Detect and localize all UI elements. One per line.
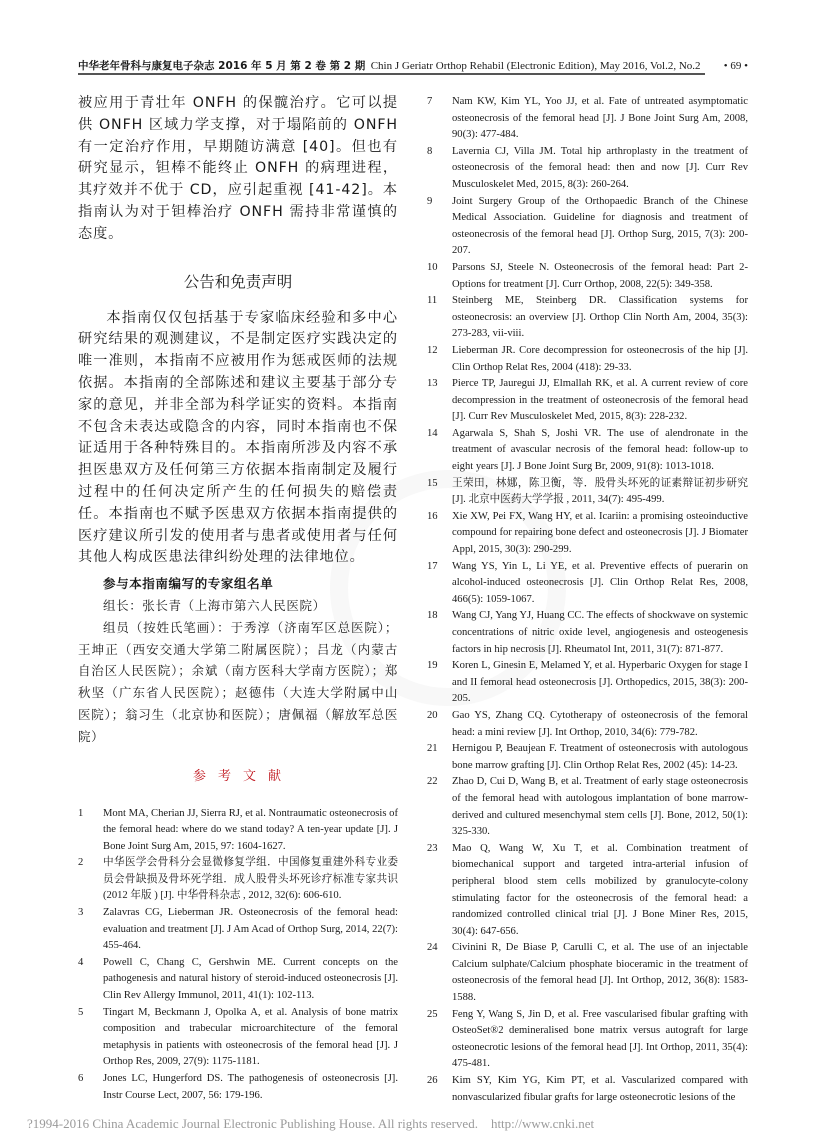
reference-number: 6 <box>78 1073 84 1085</box>
reference-text: Joint Surgery Group of the Orthopaedic Branch of the Chinese Medical Association. Guideline for diagnosis and treatment of osteonecrosis of the femoral head [J]. Orthop Surg, 2015, 7(3): 200-207. <box>452 195 748 257</box>
reference-text: Mont MA, Cherian JJ, Sierra RJ, et al. Nontraumatic osteonecrosis of the femoral head: where do we stand today? A ten-year update [J]. J Bone Joint Surg Am, 2015, 97: 1604-1627. <box>103 807 398 852</box>
reference-item <box>427 376 748 426</box>
reference-item <box>427 343 748 376</box>
reference-text: Tingart M, Beckmann J, Opolka A, et al. Analysis of bone matrix composition and trabecular microarchitecture of the femoral metaphysis in patients with osteonecrosis of the femoral head [J]. J Orthop Res, 2009, 27(9): 1175-1181. <box>103 1006 398 1068</box>
reference-number: 14 <box>427 427 438 439</box>
reference-item <box>78 905 398 955</box>
reference-number: 7 <box>427 96 433 107</box>
reference-item <box>427 741 748 774</box>
reference-item <box>427 260 748 293</box>
reference-number: 17 <box>427 560 438 572</box>
reference-item <box>427 1007 748 1073</box>
reference-number: 25 <box>427 1008 438 1020</box>
journal-title-cn: 中华老年骨科与康复电子杂志 2016 年 5 月 第 2 卷 第 2 期 <box>78 60 366 72</box>
reference-text: Jones LC, Hungerford DS. The pathogenesis of osteonecrosis [J]. Instr Course Lect, 2007, 56: 179-196. <box>103 1073 398 1101</box>
group-leader: 组长：张长青（上海市第六人民医院） <box>103 597 326 613</box>
page-columns <box>78 0 748 1106</box>
reference-item <box>427 1073 748 1106</box>
reference-number: 4 <box>78 956 84 968</box>
reference-number: 22 <box>427 776 438 788</box>
reference-text: Zalavras CG, Lieberman JR. Osteonecrosis of the femoral head: evaluation and treatment [J]. J Am Acad of Orthop Surg, 2014, 22(7): 455-464. <box>103 907 398 952</box>
reference-item <box>427 608 748 658</box>
reference-text: 王荣田，林娜，陈卫衡，等．股骨头坏死的证素辩证初步研究 [J]. 北京中医药大学学报 , 2011, 34(7): 495-499. <box>452 477 748 506</box>
reference-text: Pierce TP, Jauregui JJ, Elmallah RK, et al. A current review of core decompression in the treatment of osteonecrosis of the femoral head [J]. Curr Rev Musculoskelet Med, 2015, 8(3): 228-232. <box>452 378 748 423</box>
right-column <box>427 93 748 1106</box>
reference-number: 19 <box>427 660 438 672</box>
references-heading: 参考文献 <box>192 768 293 784</box>
reference-text: Lavernia CJ, Villa JM. Total hip arthroplasty in the treatment of osteonecrosis of the femoral head: then and now [J]. Curr Rev Musculoskelet Med, 2015, 8(3): 260-264. <box>452 145 748 190</box>
reference-text: Powell C, Chang C, Gershwin ME. Current concepts on the pathogenesis and natural history of steroid-induced osteonecrosis [J]. Clin Rev Allergy Immunol, 2011, 41(1): 102-113. <box>103 956 398 1002</box>
reference-number: 20 <box>427 709 438 721</box>
reference-text: Lieberman JR. Core decompression for osteonecrosis of the hip [J]. Clin Orthop Relat Res, 2004 (418): 29-33. <box>452 344 748 373</box>
reference-text: Wang CJ, Yang YJ, Huang CC. The effects of shockwave on systemic concentrations of nitric oxide level, angiogenesis and osteogenesis factors in hip necrosis [J]. Rheumatol Int, 2011, 31(7): 871-877. <box>452 610 748 655</box>
reference-number: 5 <box>78 1006 84 1018</box>
reference-number: 8 <box>427 145 433 157</box>
reference-item <box>78 806 398 856</box>
reference-text: Gao YS, Zhang CQ. Cytotherapy of osteonecrosis of the femoral head: a mini review [J]. Int Orthop, 2010, 34(6): 779-782. <box>452 709 748 738</box>
reference-text: Nam KW, Kim YL, Yoo JJ, et al. Fate of untreated asymptomatic osteonecrosis of the femoral head [J]. J Bone Joint Surg Am, 2008, 90(3): 477-484. <box>452 96 748 141</box>
reference-text: Koren L, Ginesin E, Melamed Y, et al. Hyperbaric Oxygen for stage I and II femoral head osteonecrosis [J]. Orthopedics, 2015, 38(3): 200-205. <box>452 660 748 705</box>
reference-text: Mao Q, Wang W, Xu T, et al. Combination treatment of biomechanical support and targeted intra-arterial infusion of peripheral blood stem cells mobilized by granulocyte-colony stimulating factor for the osteonecrosis of the femoral head: a randomized controlled clinical trial [J]. J Bone Miner Res, 2015, 30(4): 647-656. <box>452 842 748 937</box>
reference-number: 15 <box>427 477 438 489</box>
reference-text: Parsons SJ, Steele N. Osteonecrosis of the femoral head: Part 2-Options for treatment [J]. Curr Orthop, 2008, 22(5): 349-358. <box>452 261 748 290</box>
reference-item <box>427 426 748 476</box>
reference-item <box>427 658 748 708</box>
group-members: 组员（按姓氏笔画）：于秀淳（济南军区总医院）；王坤正（西安交通大学第二附属医院）；吕龙（内蒙古自治区人民医院）；余斌（南方医科大学南方医院）；郑秋坚（广东省人民医院）；赵德伟（大连大学附属中山医院）；翁习生（北京协和医院）；唐佩福（解放军总医院） <box>78 619 398 744</box>
reference-text: 中华医学会骨科分会显微修复学组．中国修复重建外科专业委员会骨缺损及骨坏死学组．成人股骨头坏死诊疗标准专家共识 (2012 年版 ) [J]. 中华骨科杂志 , 2012, 32(6): 606-610. <box>103 857 398 902</box>
reference-number: 12 <box>427 344 438 356</box>
reference-text: Feng Y, Wang S, Jin D, et al. Free vascularised fibular grafting with OsteoSet®2 demineralised bone matrix versus autograft for large osteonecrotic lesions of the femoral head [J]. Int Orthop, 2011, 35(4): 475-481. <box>452 1008 748 1070</box>
reference-item <box>78 1071 398 1104</box>
reference-text: Xie XW, Pei FX, Wang HY, et al. Icariin: a promising osteoinductive compound for repairing bone defect and osteonecrosis [J]. J Biomater Appl, 2015, 30(3): 290-299. <box>452 510 748 556</box>
reference-item <box>427 293 748 343</box>
reference-item <box>427 509 748 559</box>
reference-number: 21 <box>427 743 438 755</box>
expert-list <box>78 573 398 747</box>
reference-number: 26 <box>427 1075 438 1087</box>
reference-number: 10 <box>427 261 438 273</box>
reference-item <box>427 559 748 609</box>
reference-item <box>427 144 748 194</box>
reference-text: Wang YS, Yin L, Li YE, et al. Preventive effects of puerarin on alcohol-induced osteonecrosis [J]. Clin Orthop Relat Res, 2008, 466(5): 1059-1067. <box>452 560 748 605</box>
reference-item <box>427 940 748 1006</box>
reference-number: 2 <box>78 857 84 869</box>
reference-number: 13 <box>427 378 438 390</box>
page-number: • 69 • <box>723 60 748 72</box>
journal-title-en: Chin J Geriatr Orthop Rehabil (Electronic Edition), May 2016, Vol.2, No.2 <box>370 60 701 72</box>
reference-text: Zhao D, Cui D, Wang B, et al. Treatment of early stage osteonecrosis of the femoral head with autologous implantation of bone marrow-derived and cultured mesenchymal stem cells [J]. Bone, 2012, 50(1): 325-330. <box>452 776 748 838</box>
reference-item <box>78 1005 398 1071</box>
section-title: 公告和免责声明 <box>183 272 293 291</box>
reference-item <box>427 841 748 941</box>
reference-text: Agarwala S, Shah S, Joshi VR. The use of alendronate in the treatment of avascular necrosis of the femoral head: follow-up to eight years [J]. J Bone Joint Surg Br, 2009, 91(8): 1013-1018. <box>452 427 748 473</box>
left-column <box>78 93 398 1104</box>
reference-text: Steinberg ME, Steinberg DR. Classification systems for osteonecrosis: an overview [J]. Orthop Clin North Am, 2004, 35(3): 273-283, vii-viii. <box>452 295 748 340</box>
reference-item <box>78 855 398 905</box>
expert-list-title: 参与本指南编写的专家组名单 <box>103 576 274 592</box>
disclaimer-paragraph: 本指南仅仅包括基于专家临床经验和多中心研究结果的观测建议，不是制定医疗实践决定的唯一准则，本指南不应被用作为惩戒医师的法规依据。本指南的全部陈述和建议主要基于部分专家的意见，并非全部为科学证实的资料。本指南不包含未表达或隐含的内容，同时本指南也不保证适用于各种特殊目的。本指南所涉及内容不承担医患双方及任何第三方依据本指南制定及履行过程中的任何决定所产生的任何损失的赔偿责任。本指南也不赋予医患双方依据本指南提供的医疗建议所引发的使用者与患者或使用者与任何其他人构成医患法律纠纷处理的法律地位。 <box>78 309 398 566</box>
intro-paragraph: 被应用于青壮年 ONFH 的保髋治疗。它可以提供 ONFH 区域力学支撑，对于塌陷前的 ONFH 有一定治疗作用，早期随访满意 [40]。但也有研究显示，钽棒不能终止 ONFH 的病理进程，其疗效并不优于 CD，应引起重视 [41-42]。本指南认为对于钽棒治疗 ONFH 需持非常谨慎的态度。 <box>78 95 398 242</box>
reference-text: Civinini R, De Biase P, Carulli C, et al. The use of an injectable Calcium sulphate/Calcium phosphate bioceramic in the treatment of osteonecrosis of the femoral head [J]. Int Orthop, 2012, 36(8): 1583-1588. <box>452 942 748 1004</box>
reference-number: 23 <box>427 842 438 854</box>
reference-number: 16 <box>427 510 438 522</box>
references-list-right <box>427 94 748 1106</box>
reference-item <box>78 955 398 1005</box>
reference-item <box>427 708 748 741</box>
reference-text: Hernigou P, Beaujean F. Treatment of osteonecrosis with autologous bone marrow grafting [J]. Clin Orthop Relat Res, 2002 (45): 14-23. <box>452 743 748 771</box>
reference-number: 18 <box>427 610 438 622</box>
copyright-footer: ?1994-2016 China Academic Journal Electronic Publishing House. All rights reserved. http://www.cnki.net <box>27 1116 595 1132</box>
reference-item <box>427 476 748 509</box>
reference-number: 1 <box>78 807 84 819</box>
references-list-left <box>78 806 398 1105</box>
reference-number: 3 <box>78 907 84 919</box>
reference-text: Kim SY, Kim YG, Kim PT, et al. Vascularized compared with nonvascularized fibular grafts for large osteonecrotic lesions of the <box>452 1075 748 1103</box>
reference-item <box>427 94 748 144</box>
reference-number: 9 <box>427 195 433 207</box>
reference-number: 11 <box>427 295 438 307</box>
reference-item <box>427 194 748 260</box>
reference-item <box>427 774 748 840</box>
reference-number: 24 <box>427 942 438 954</box>
